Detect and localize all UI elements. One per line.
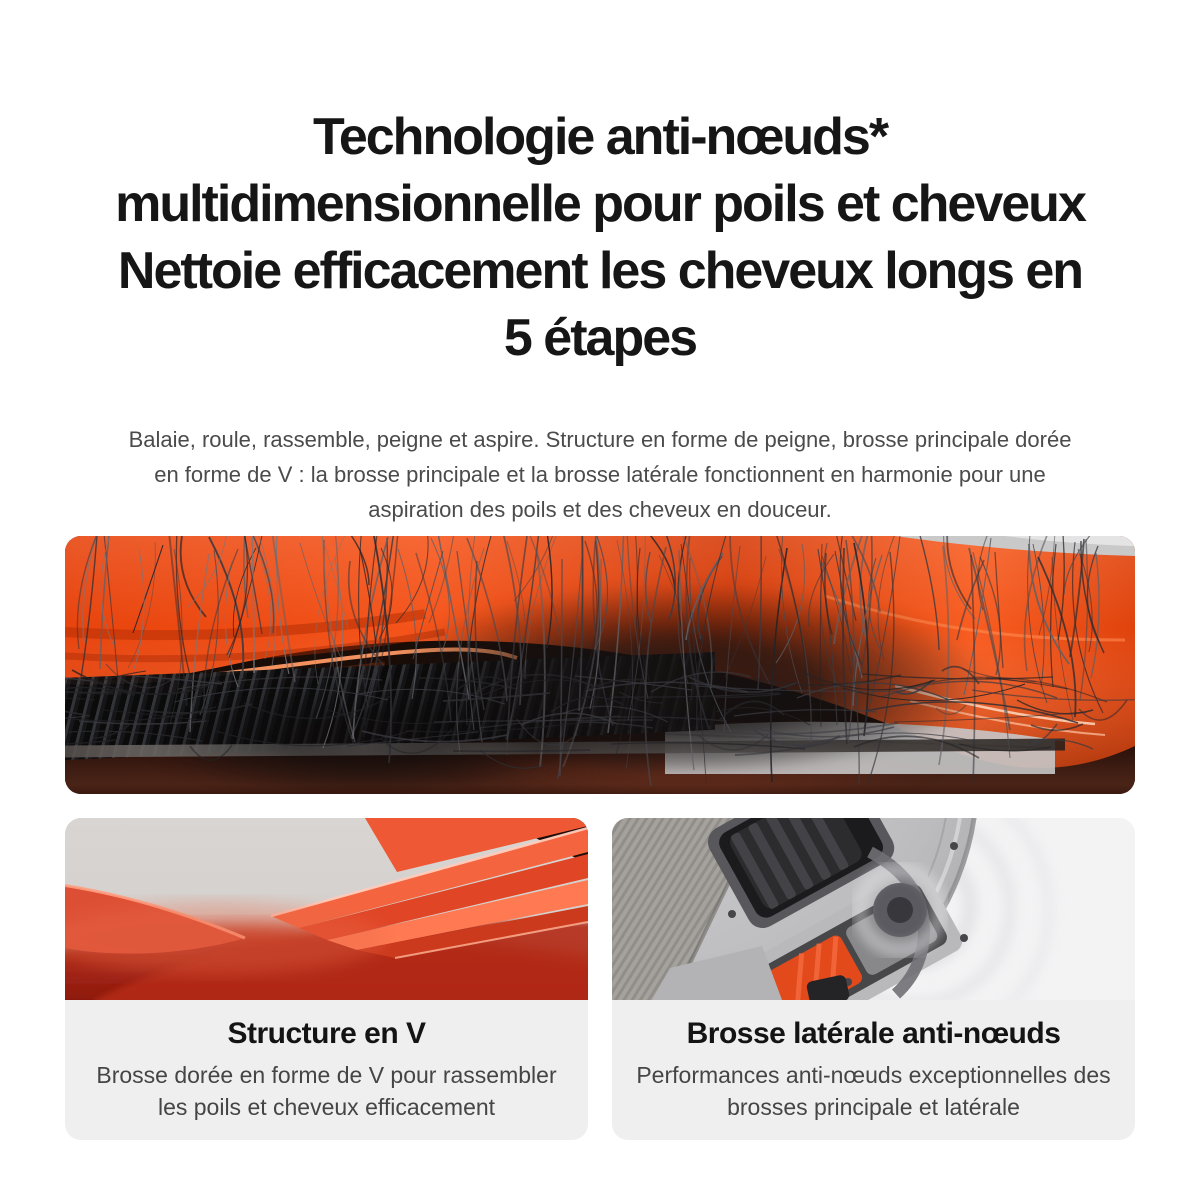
intro-line: aspiration des poils et des cheveux en douceur.	[368, 497, 832, 522]
card-title: Structure en V	[227, 1017, 426, 1050]
card-body-line: Performances anti-nœuds exceptionnelles des	[636, 1062, 1111, 1088]
page-title-line: Technologie anti-nœuds*	[312, 108, 888, 166]
card-body-line: Brosse dorée en forme de V pour rassembler	[96, 1062, 557, 1088]
robot-underside-photo	[612, 818, 1135, 1000]
card-title: Brosse latérale anti-nœuds	[686, 1017, 1061, 1050]
card-structure-en-v	[65, 818, 588, 1140]
intro-line: Balaie, roule, rassemble, peigne et aspire. Structure en forme de peigne, brosse principale dorée	[128, 427, 1072, 452]
card-body	[612, 1059, 1135, 1123]
page-title-line: multidimensionnelle pour poils et cheveux	[115, 175, 1085, 233]
v-brush-photo	[65, 818, 588, 1000]
card-body-line: les poils et cheveux efficacement	[157, 1094, 496, 1120]
intro-paragraph	[0, 422, 1200, 527]
page-title-line: 5 étapes	[503, 309, 697, 367]
page-title-line: Nettoie efficacement les cheveux longs en	[117, 242, 1083, 300]
feature-cards-row	[65, 818, 1135, 1140]
card-body-line: brosses principale et latérale	[727, 1094, 1020, 1120]
card-body	[65, 1059, 588, 1123]
hero-photo-main-brush-hair	[65, 536, 1135, 794]
page-title	[0, 104, 1200, 372]
card-brosse-laterale	[612, 818, 1135, 1140]
hero-hair-strands	[65, 536, 1135, 794]
intro-line: en forme de V : la brosse principale et la brosse latérale fonctionnent en harmonie pour une	[154, 462, 1046, 487]
